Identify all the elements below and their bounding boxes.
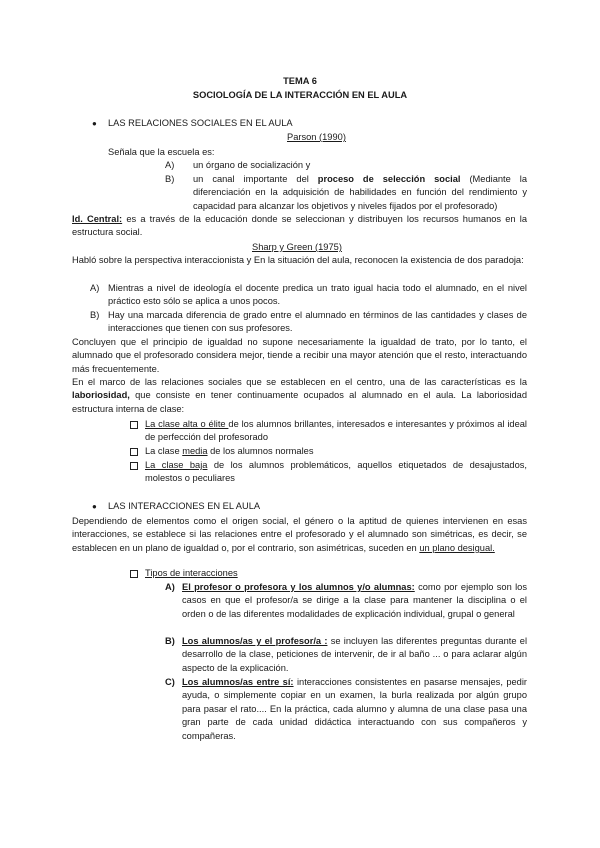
central-idea-label: Id. Central:: [72, 214, 123, 224]
reference-sharp-green: Sharp y Green (1975): [252, 242, 342, 252]
laboriosidad-bold: laboriosidad,: [72, 390, 130, 401]
interaction-type-b: [182, 635, 527, 675]
class-item-media-text: de los alumnos normales: [207, 446, 314, 456]
types-label: Tipos de interacciones: [145, 568, 238, 578]
list-letter-b: B): [165, 636, 175, 646]
parson-item-b: [193, 173, 527, 213]
interacciones-intro-link: un plano desigual.: [419, 542, 495, 553]
list-letter-a: A): [165, 160, 175, 170]
checkbox-icon: [130, 570, 138, 578]
parson-item-a: un órgano de socialización y: [193, 160, 311, 170]
class-item-media: [145, 445, 313, 458]
laboriosidad-text: En el marco de las relaciones sociales que se establecen en el centro, una de las características es la: [72, 377, 527, 387]
interaction-type-b-title: Los alumnos/as y el profesor/a :: [182, 636, 328, 646]
sharp-conclusion: Concluyen que el principio de igualdad no supone necesariamente la igualdad de trato, por lo tanto, el alumnado que el profesorado considera mejor, tiende a recibir una mayor atención que el resto, interactuando más frecuentemente.: [72, 337, 527, 374]
class-item-baja-text: de los alumnos problemáticos, aquellos etiquetados de desajustados, molestos o peculiares: [145, 460, 527, 484]
class-item-alta-label: La clase alta o élite: [145, 419, 229, 429]
list-letter-b: B): [165, 174, 175, 184]
checkbox-icon: [130, 421, 138, 429]
central-idea-text: es a través de la educación donde se seleccionan y distribuyen los recursos humanos en la estructura social.: [72, 214, 527, 238]
section-heading-relaciones: LAS RELACIONES SOCIALES EN EL AULA: [108, 118, 293, 128]
document-title-line1: TEMA 6: [283, 76, 317, 86]
interaction-type-a-title: El profesor o profesora y los alumnos y/o alumnas:: [182, 582, 415, 592]
checkbox-icon: [130, 448, 138, 456]
interaction-type-c-text: interacciones consistentes en pasarse mensajes, pedir ayuda, o simplemente copiar en un examen, la burla realizada por algún grupo para pasar el rato.... En la práctica, cada alumno y alumna de una clase pasa una gran parte de cada unidad didáctica interactuando con sus compañeros y compañeras.: [182, 677, 528, 741]
parson-intro: Señala que la escuela es:: [108, 147, 215, 157]
list-letter-a: A): [90, 283, 100, 293]
laboriosidad-detail: que consiste en tener continuamente ocupados al alumnado en el aula. La laboriosidad estructura interna de clase:: [72, 390, 527, 414]
list-letter-c: C): [165, 677, 175, 687]
interaction-type-a: [182, 581, 527, 621]
class-item-baja: [145, 459, 527, 486]
interaction-type-c-title: Los alumnos/as entre sí:: [182, 677, 294, 687]
class-item-baja-label: La clase baja: [145, 460, 208, 470]
parson-central-idea: [72, 213, 527, 240]
class-item-media-prefix: La clase: [145, 446, 183, 456]
parson-item-b-detail: (Mediante la diferenciación en la adquisición de habilidades en función del rendimiento y capacidad para alcanzar los objetivos y niveles fijados por el profesorado): [193, 174, 527, 211]
interaction-type-c: [182, 676, 527, 743]
parson-item-b-text: un canal importante del: [193, 174, 318, 184]
interacciones-intro: [72, 515, 527, 555]
interaction-type-b-text: se incluyen las diferentes preguntas durante el desarrollo de la clase, peticiones de intervenir, de ir al baño ... o para aclarar algún aspecto de la explicación.: [182, 636, 528, 673]
bullet-icon: ●: [92, 502, 97, 511]
interacciones-intro-text: Dependiendo de elementos como el origen social, el género o la aptitud de quienes intervienen en esas interacciones, se establece si las relaciones entre el profesorado y el alumnado son simétricas, es decir, se establecen en un plano de igualdad o, por el contrario, son asimétricas, suceden en: [72, 516, 527, 553]
class-item-alta-text: de los alumnos brillantes, interesados e interesantes y próximos al ideal de perfección del profesorado: [145, 419, 527, 443]
sharp-paradox-a: Mientras a nivel de ideología el docente predica un trato igual hacia todo el alumnado, en el nivel práctico esto sólo se aplica a unos pocos.: [108, 283, 527, 307]
list-letter-a: A): [165, 582, 175, 592]
laboriosidad-paragraph: [72, 376, 527, 416]
list-letter-b: B): [90, 310, 100, 320]
class-item-alta: [145, 418, 527, 445]
section-heading-interacciones: LAS INTERACCIONES EN EL AULA: [108, 501, 261, 511]
parson-item-b-bold: proceso de selección social: [317, 174, 461, 184]
interaction-type-a-text: como por ejemplo son los casos en que el profesor/a se dirige a la clase para mantener la disciplina o el orden o de las diferentes modalidades de explicación individual, grupal o general: [182, 582, 527, 619]
sharp-intro: Habló sobre la perspectiva interaccionista y En la situación del aula, reconocen la existencia de dos paradoja:: [72, 255, 524, 265]
sharp-paradox-b: Hay una marcada diferencia de grado entre el alumnado en términos de las cantidades y clases de interacciones que tienen con sus profesores.: [108, 310, 527, 334]
bullet-icon: ●: [92, 119, 97, 128]
checkbox-icon: [130, 462, 138, 470]
class-item-media-label: media: [182, 446, 208, 456]
reference-parson: Parson (1990): [287, 132, 346, 142]
document-title-line2: SOCIOLOGÍA DE LA INTERACCIÓN EN EL AULA: [192, 90, 408, 100]
